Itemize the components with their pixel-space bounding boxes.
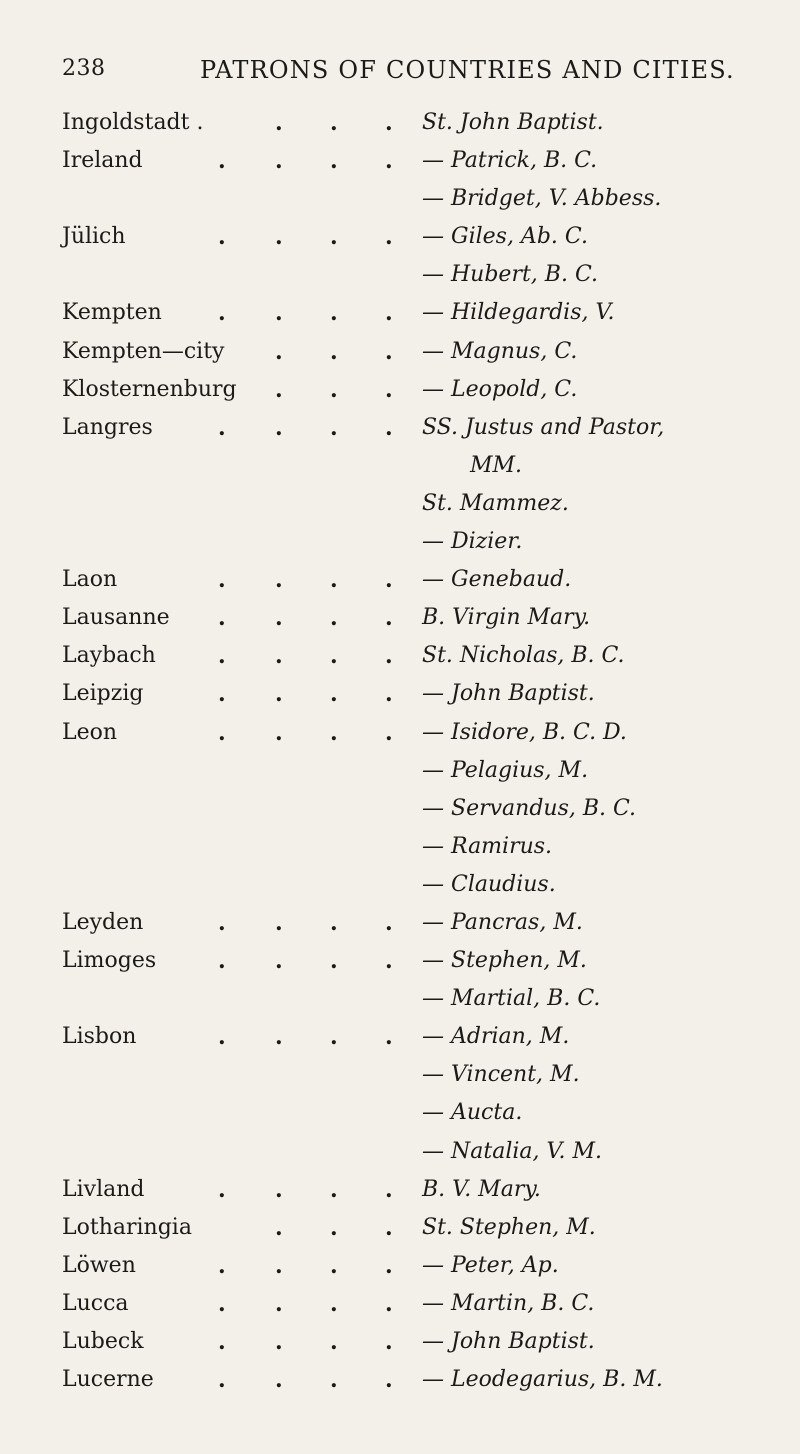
leader-dot: .	[330, 948, 338, 975]
patron-saint: — Servandus, B. C.	[422, 795, 637, 821]
patron-saint: — Bridget, V. Abbess.	[422, 186, 662, 212]
patron-saint: — Pancras, M.	[422, 909, 583, 935]
entry-row	[0, 1329, 800, 1367]
leader-dot: .	[275, 414, 283, 441]
leader-dot: .	[330, 110, 338, 136]
leader-dot: .	[218, 1024, 226, 1051]
leader-dot: .	[218, 1367, 226, 1394]
entry-row	[0, 529, 800, 567]
patron-saint: — Dizier.	[422, 529, 523, 555]
entry-row	[0, 948, 800, 986]
leader-dot: .	[275, 1176, 283, 1203]
leader-dot: .	[275, 338, 283, 365]
patron-saint: — Hildegardis, V.	[422, 300, 615, 326]
patron-saint: St. John Baptist.	[422, 110, 604, 135]
leader-dot: .	[275, 300, 283, 327]
leader-dot: .	[275, 376, 283, 403]
entry-row	[0, 605, 800, 643]
entry-row	[0, 1024, 800, 1062]
entry-row	[0, 1139, 800, 1177]
patron-saint: — Leodegarius, B. M.	[422, 1367, 663, 1393]
leader-dot: .	[330, 300, 338, 327]
place-name: Klosternenburg	[62, 376, 237, 402]
leader-dot: .	[385, 1252, 393, 1279]
leader-dot: .	[218, 605, 226, 632]
leader-dot: .	[218, 719, 226, 746]
leader-dot: .	[385, 643, 393, 670]
leader-dot: .	[218, 681, 226, 708]
entry-row	[0, 110, 800, 148]
place-name: Laon	[62, 567, 118, 593]
entry-row	[0, 224, 800, 262]
patron-saint: — Giles, Ab. C.	[422, 224, 588, 250]
entry-row	[0, 1215, 800, 1253]
leader-dot: .	[275, 1367, 283, 1394]
patron-saint: — John Baptist.	[422, 1329, 595, 1354]
patron-saint: — Martial, B. C.	[422, 986, 601, 1012]
patron-saint: — Magnus, C.	[422, 338, 578, 364]
place-name: Leyden	[62, 909, 144, 935]
entry-row	[0, 453, 800, 491]
leader-dot: .	[218, 567, 226, 594]
leader-dot: .	[275, 1214, 283, 1241]
patron-saint: St. Stephen, M.	[422, 1214, 596, 1240]
patron-saint: — Patrick, B. C.	[422, 148, 598, 174]
leader-dot: .	[385, 1176, 393, 1203]
leader-dot: .	[330, 338, 338, 365]
entry-row	[0, 910, 800, 948]
place-name: Leipzig	[62, 681, 144, 707]
patron-saint: — Genebaud.	[422, 567, 572, 593]
leader-dot: .	[218, 414, 226, 441]
place-name: Ingoldstadt .	[62, 110, 204, 135]
patron-saint: — Hubert, B. C.	[422, 262, 598, 288]
patron-saint: MM.	[470, 452, 523, 478]
leader-dot: .	[385, 110, 393, 136]
place-name: Limoges	[62, 948, 157, 974]
patron-list	[0, 110, 800, 1405]
leader-dot: .	[385, 1024, 393, 1051]
leader-dot: .	[275, 224, 283, 251]
patron-saint: — Vincent, M.	[422, 1062, 580, 1088]
leader-dot: .	[275, 681, 283, 708]
leader-dot: .	[275, 110, 283, 136]
leader-dot: .	[275, 567, 283, 594]
entry-row	[0, 796, 800, 834]
leader-dot: .	[385, 909, 393, 936]
leader-dot: .	[275, 948, 283, 975]
leader-dot: .	[385, 1214, 393, 1241]
leader-dot: .	[330, 909, 338, 936]
leader-dot: .	[385, 376, 393, 403]
leader-dot: .	[330, 1176, 338, 1203]
leader-dot: .	[330, 1252, 338, 1279]
place-name: Lausanne	[62, 605, 170, 631]
patron-saint: — Martin, B. C.	[422, 1290, 595, 1316]
leader-dot: .	[330, 719, 338, 746]
patron-saint: — Peter, Ap.	[422, 1252, 559, 1278]
leader-dot: .	[275, 1024, 283, 1051]
entry-row	[0, 643, 800, 681]
place-name: Lisbon	[62, 1024, 137, 1050]
entry-row	[0, 567, 800, 605]
place-name: Löwen	[62, 1252, 136, 1278]
entry-row	[0, 491, 800, 529]
entry-row	[0, 148, 800, 186]
leader-dot: .	[385, 414, 393, 441]
leader-dot: .	[330, 414, 338, 441]
leader-dot: .	[218, 1252, 226, 1279]
place-name: Lubeck	[62, 1329, 144, 1354]
entry-row	[0, 1100, 800, 1138]
place-name: Livland	[62, 1176, 145, 1202]
entry-row	[0, 300, 800, 338]
patron-saint: — Natalia, V. M.	[422, 1138, 603, 1164]
place-name: Lotharingia	[62, 1214, 192, 1240]
leader-dot: .	[385, 605, 393, 632]
leader-dot: .	[275, 1329, 283, 1355]
entry-row	[0, 834, 800, 872]
leader-dot: .	[218, 909, 226, 936]
leader-dot: .	[275, 909, 283, 936]
entry-row	[0, 681, 800, 719]
leader-dot: .	[275, 1252, 283, 1279]
leader-dot: .	[218, 643, 226, 670]
leader-dot: .	[275, 1290, 283, 1317]
leader-dot: .	[218, 224, 226, 251]
place-name: Lucca	[62, 1290, 129, 1316]
leader-dot: .	[385, 567, 393, 594]
leader-dot: .	[385, 338, 393, 365]
entry-row	[0, 720, 800, 758]
leader-dot: .	[275, 643, 283, 670]
patron-saint: SS. Justus and Pastor,	[422, 414, 665, 440]
leader-dot: .	[330, 1329, 338, 1355]
patron-saint: — John Baptist.	[422, 681, 595, 707]
entry-row	[0, 872, 800, 910]
leader-dot: .	[330, 224, 338, 251]
patron-saint: — Pelagius, M.	[422, 757, 589, 783]
leader-dot: .	[330, 1024, 338, 1051]
entry-row	[0, 377, 800, 415]
entry-row	[0, 415, 800, 453]
leader-dot: .	[385, 948, 393, 975]
patron-saint: St. Nicholas, B. C.	[422, 643, 625, 669]
running-title: PATRONS OF COUNTRIES AND CITIES.	[200, 56, 735, 84]
place-name: Laybach	[62, 643, 156, 669]
entry-row	[0, 262, 800, 300]
leader-dot: .	[385, 148, 393, 175]
leader-dot: .	[330, 567, 338, 594]
page-header	[0, 56, 800, 90]
leader-dot: .	[275, 719, 283, 746]
leader-dot: .	[275, 148, 283, 175]
page-number: 238	[62, 56, 106, 81]
leader-dot: .	[385, 719, 393, 746]
leader-dot: .	[218, 1290, 226, 1317]
place-name: Lucerne	[62, 1367, 154, 1393]
entry-row	[0, 1062, 800, 1100]
place-name: Leon	[62, 719, 118, 745]
patron-saint: — Aucta.	[422, 1100, 523, 1126]
patron-saint: B. V. Mary.	[422, 1176, 541, 1202]
entry-row	[0, 339, 800, 377]
entry-row	[0, 986, 800, 1024]
leader-dot: .	[330, 1290, 338, 1317]
leader-dot: .	[330, 376, 338, 403]
leader-dot: .	[330, 681, 338, 708]
patron-saint: — Isidore, B. C. D.	[422, 719, 627, 745]
leader-dot: .	[330, 148, 338, 175]
leader-dot: .	[218, 148, 226, 175]
entry-row	[0, 1177, 800, 1215]
leader-dot: .	[385, 1329, 393, 1355]
patron-saint: — Claudius.	[422, 871, 556, 897]
leader-dot: .	[330, 1367, 338, 1394]
leader-dot: .	[218, 300, 226, 327]
leader-dot: .	[330, 605, 338, 632]
patron-saint: — Ramirus.	[422, 833, 553, 859]
entry-row	[0, 1291, 800, 1329]
leader-dot: .	[275, 605, 283, 632]
leader-dot: .	[330, 1214, 338, 1241]
leader-dot: .	[385, 681, 393, 708]
place-name: Kempten—city	[62, 338, 225, 364]
patron-saint: — Adrian, M.	[422, 1024, 570, 1050]
leader-dot: .	[385, 1367, 393, 1394]
leader-dot: .	[330, 643, 338, 670]
place-name: Kempten	[62, 300, 162, 326]
patron-saint: — Stephen, M.	[422, 948, 587, 974]
entry-row	[0, 758, 800, 796]
patron-saint: B. Virgin Mary.	[422, 605, 591, 631]
leader-dot: .	[218, 1329, 226, 1355]
entry-row	[0, 1253, 800, 1291]
place-name: Jülich	[62, 224, 126, 250]
leader-dot: .	[385, 1290, 393, 1317]
leader-dot: .	[385, 300, 393, 327]
entry-row	[0, 186, 800, 224]
patron-saint: — Leopold, C.	[422, 376, 578, 402]
patron-saint: St. Mammez.	[422, 490, 569, 516]
place-name: Langres	[62, 414, 153, 440]
leader-dot: .	[385, 224, 393, 251]
place-name: Ireland	[62, 148, 143, 174]
leader-dot: .	[218, 1176, 226, 1203]
entry-row	[0, 1367, 800, 1405]
leader-dot: .	[218, 948, 226, 975]
